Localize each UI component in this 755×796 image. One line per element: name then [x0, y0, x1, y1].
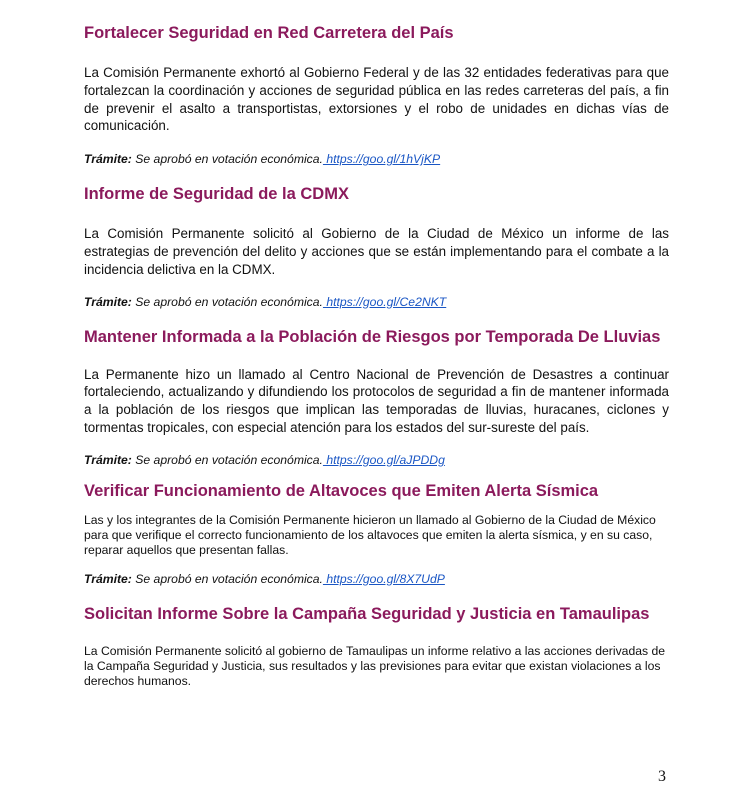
tramite-label: Trámite:: [84, 152, 132, 167]
section-title: Mantener Informada a la Población de Riesgos por Temporada De Lluvias: [84, 327, 661, 346]
section-body: Las y los integrantes de la Comisión Permanente hicieron un llamado al Gobierno de la Ciudad de México para que verifique el correcto funcionamiento de los altavoces que emiten la alerta sísmica, y en su caso, reparar aquellos que presentan fallas.: [84, 512, 656, 557]
section-body: La Comisión Permanente solicitó al Gobierno de la Ciudad de México un informe de las estrategias de prevención del delito y acciones que se están implementando para el combate a la incidencia delictiva en la CDMX.: [84, 226, 669, 277]
section-alerta-sismica: [84, 481, 669, 587]
section-title: Solicitan Informe Sobre la Campaña Seguridad y Justicia en Tamaulipas: [84, 604, 650, 623]
page-number: 3: [658, 768, 666, 785]
tramite-text: Se aprobó en votación económica.: [131, 571, 323, 586]
section-temporada-lluvias: [84, 327, 669, 468]
section-title: Verificar Funcionamiento de Altavoces que Emiten Alerta Sísmica: [84, 481, 599, 500]
section-body: La Comisión Permanente solicitó al gobierno de Tamaulipas un informe relativo a las acciones derivadas de la Campaña Seguridad y Justicia, sus resultados y las previsiones para evitar que existan violaciones a los derechos humanos.: [84, 643, 666, 688]
section-seguridad-cdmx: [84, 184, 669, 309]
tramite-link[interactable]: https://goo.gl/8X7UdP: [322, 571, 445, 586]
tramite-link[interactable]: https://goo.gl/aJPDDg: [322, 452, 445, 467]
section-body: La Comisión Permanente exhortó al Gobierno Federal y de las 32 entidades federativas para que fortalezcan la coordinación y acciones de seguridad pública en las redes carreteras del país, a fin de prevenir el asalto a transportistas, extorsiones y el robo de unidades en dichas vías de comunicación.: [84, 65, 669, 134]
section-campana-tamaulipas: [84, 604, 669, 689]
tramite-link[interactable]: https://goo.gl/Ce2NKT: [322, 294, 447, 309]
tramite-text: Se aprobó en votación económica.: [131, 294, 323, 309]
tramite-line: [84, 295, 669, 310]
section-red-carretera: [84, 23, 669, 167]
tramite-link[interactable]: https://goo.gl/1hVjKP: [322, 152, 441, 167]
tramite-line: [84, 572, 669, 587]
tramite-text: Se aprobó en votación económica.: [131, 152, 323, 167]
document-page: [84, 22, 669, 689]
section-title: Informe de Seguridad de la CDMX: [84, 185, 349, 204]
tramite-label: Trámite:: [84, 294, 132, 309]
tramite-label: Trámite:: [84, 571, 132, 586]
tramite-line: [84, 152, 669, 167]
section-body: La Permanente hizo un llamado al Centro Nacional de Prevención de Desastres a continuar fortaleciendo, actualizando y difundiendo los protocolos de seguridad a fin de mantener informada a la población de los riesgos que implican las temporadas de lluvias, huracanes, ciclones y tormentas tropicales, con especial atención para los estados del sur-sureste del país.: [84, 366, 669, 435]
section-title: Fortalecer Seguridad en Red Carretera del País: [84, 24, 454, 42]
tramite-text: Se aprobó en votación económica.: [131, 452, 323, 467]
tramite-label: Trámite:: [84, 452, 132, 467]
tramite-line: [84, 453, 669, 468]
